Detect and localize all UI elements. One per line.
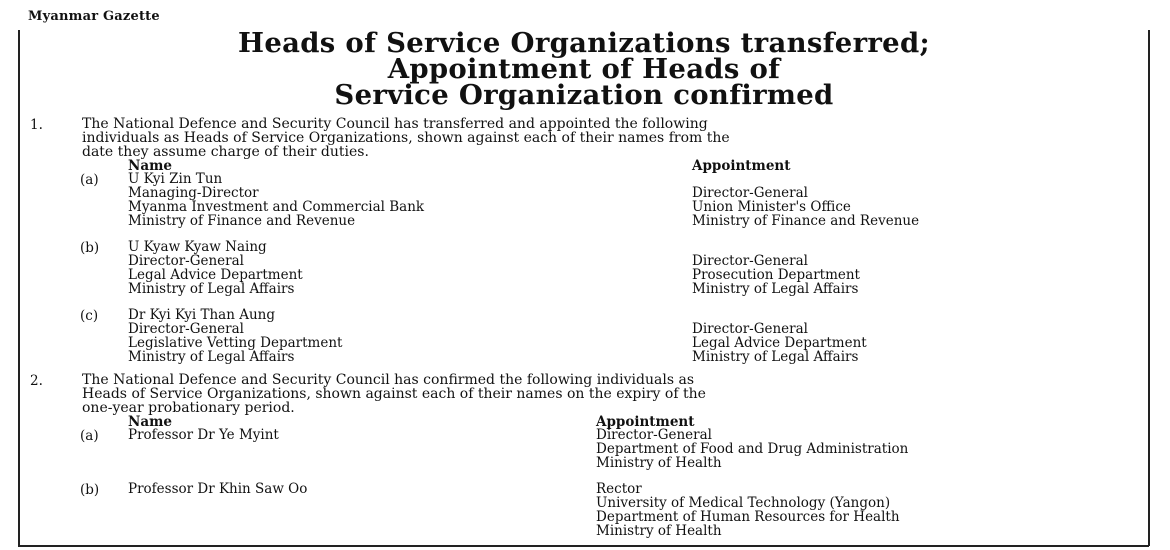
- section-1-entry-a-current-post: Managing-Director: [128, 185, 259, 201]
- section-1-entry-b-current-ministry: Ministry of Legal Affairs: [128, 281, 295, 297]
- section-1-entry-b-name: U Kyaw Kyaw Naing: [128, 239, 267, 255]
- section-1-entry-b-new-org: Prosecution Department: [692, 267, 860, 283]
- section-2-entry-a-marker: (a): [80, 428, 99, 444]
- section-1-entry-b-current-post: Director-General: [128, 253, 244, 269]
- section-1-entry-a-name: U Kyi Zin Tun: [128, 171, 223, 187]
- section-2-entry-a-department: Department of Food and Drug Administration: [596, 441, 909, 457]
- section-2-intro-line-2: Heads of Service Organizations, shown against each of their names on the expiry of the: [82, 386, 706, 402]
- section-2-entry-b-ministry: Ministry of Health: [596, 523, 722, 539]
- section-1-entry-a-new-ministry: Ministry of Finance and Revenue: [692, 213, 920, 229]
- section-2-name-header: Name: [128, 414, 172, 430]
- section-2-entry-b-institution: University of Medical Technology (Yangon): [596, 495, 891, 511]
- headline-line-1: Heads of Service Organizations transferred;: [238, 27, 930, 59]
- section-1-entry-a-current-ministry: Ministry of Finance and Revenue: [128, 213, 356, 229]
- section-1-entry-c-current-org: Legislative Vetting Department: [128, 335, 343, 351]
- section-2-intro-line-3: one-year probationary period.: [82, 400, 295, 416]
- section-1-entry-c-new-org: Legal Advice Department: [692, 335, 867, 351]
- section-1-entry-a-current-org: Myanma Investment and Commercial Bank: [128, 199, 425, 215]
- section-1-entry-c-new-post: Director-General: [692, 321, 808, 337]
- frame-right-rule: [1148, 30, 1150, 546]
- section-1-entry-a-new-post: Director-General: [692, 185, 808, 201]
- section-1-number: 1.: [30, 117, 43, 133]
- section-1-entry-c-current-post: Director-General: [128, 321, 244, 337]
- headline-line-3: Service Organization confirmed: [334, 79, 834, 111]
- section-2-entry-a-post: Director-General: [596, 427, 712, 443]
- section-2-appointment-header: Appointment: [596, 414, 695, 430]
- section-1-intro-line-2: individuals as Heads of Service Organizations, shown against each of their names from the: [82, 130, 730, 146]
- section-1-entry-b-new-post: Director-General: [692, 253, 808, 269]
- section-2-entry-b-post: Rector: [596, 481, 642, 497]
- section-1-intro-line-1: The National Defence and Security Council has transferred and appointed the following: [82, 116, 708, 132]
- section-2-entry-a-ministry: Ministry of Health: [596, 455, 722, 471]
- frame-bottom-rule: [18, 545, 1149, 547]
- masthead: Myanmar Gazette: [28, 9, 160, 24]
- section-1-entry-c-new-ministry: Ministry of Legal Affairs: [692, 349, 859, 365]
- section-2-entry-b-name: Professor Dr Khin Saw Oo: [128, 481, 308, 497]
- section-1-intro-line-3: date they assume charge of their duties.: [82, 144, 369, 160]
- section-2-intro-line-1: The National Defence and Security Council has confirmed the following individuals as: [82, 372, 695, 388]
- section-1-entry-c-marker: (c): [80, 308, 99, 324]
- section-2-entry-a-name: Professor Dr Ye Myint: [128, 427, 279, 443]
- headline-line-2: Appointment of Heads of: [387, 53, 781, 85]
- section-1-appointment-header: Appointment: [692, 158, 791, 174]
- section-1-entry-a-marker: (a): [80, 172, 99, 188]
- section-2-number: 2.: [30, 373, 43, 389]
- section-2-entry-b-department: Department of Human Resources for Health: [596, 509, 900, 525]
- section-1-entry-c-current-ministry: Ministry of Legal Affairs: [128, 349, 295, 365]
- section-1-entry-c-name: Dr Kyi Kyi Than Aung: [128, 307, 275, 323]
- section-1-entry-b-new-ministry: Ministry of Legal Affairs: [692, 281, 859, 297]
- section-2-entry-b-marker: (b): [80, 482, 100, 498]
- section-1-name-header: Name: [128, 158, 172, 174]
- section-1-entry-a-new-org: Union Minister's Office: [692, 199, 851, 215]
- section-1-entry-b-marker: (b): [80, 240, 100, 256]
- section-1-entry-b-current-org: Legal Advice Department: [128, 267, 303, 283]
